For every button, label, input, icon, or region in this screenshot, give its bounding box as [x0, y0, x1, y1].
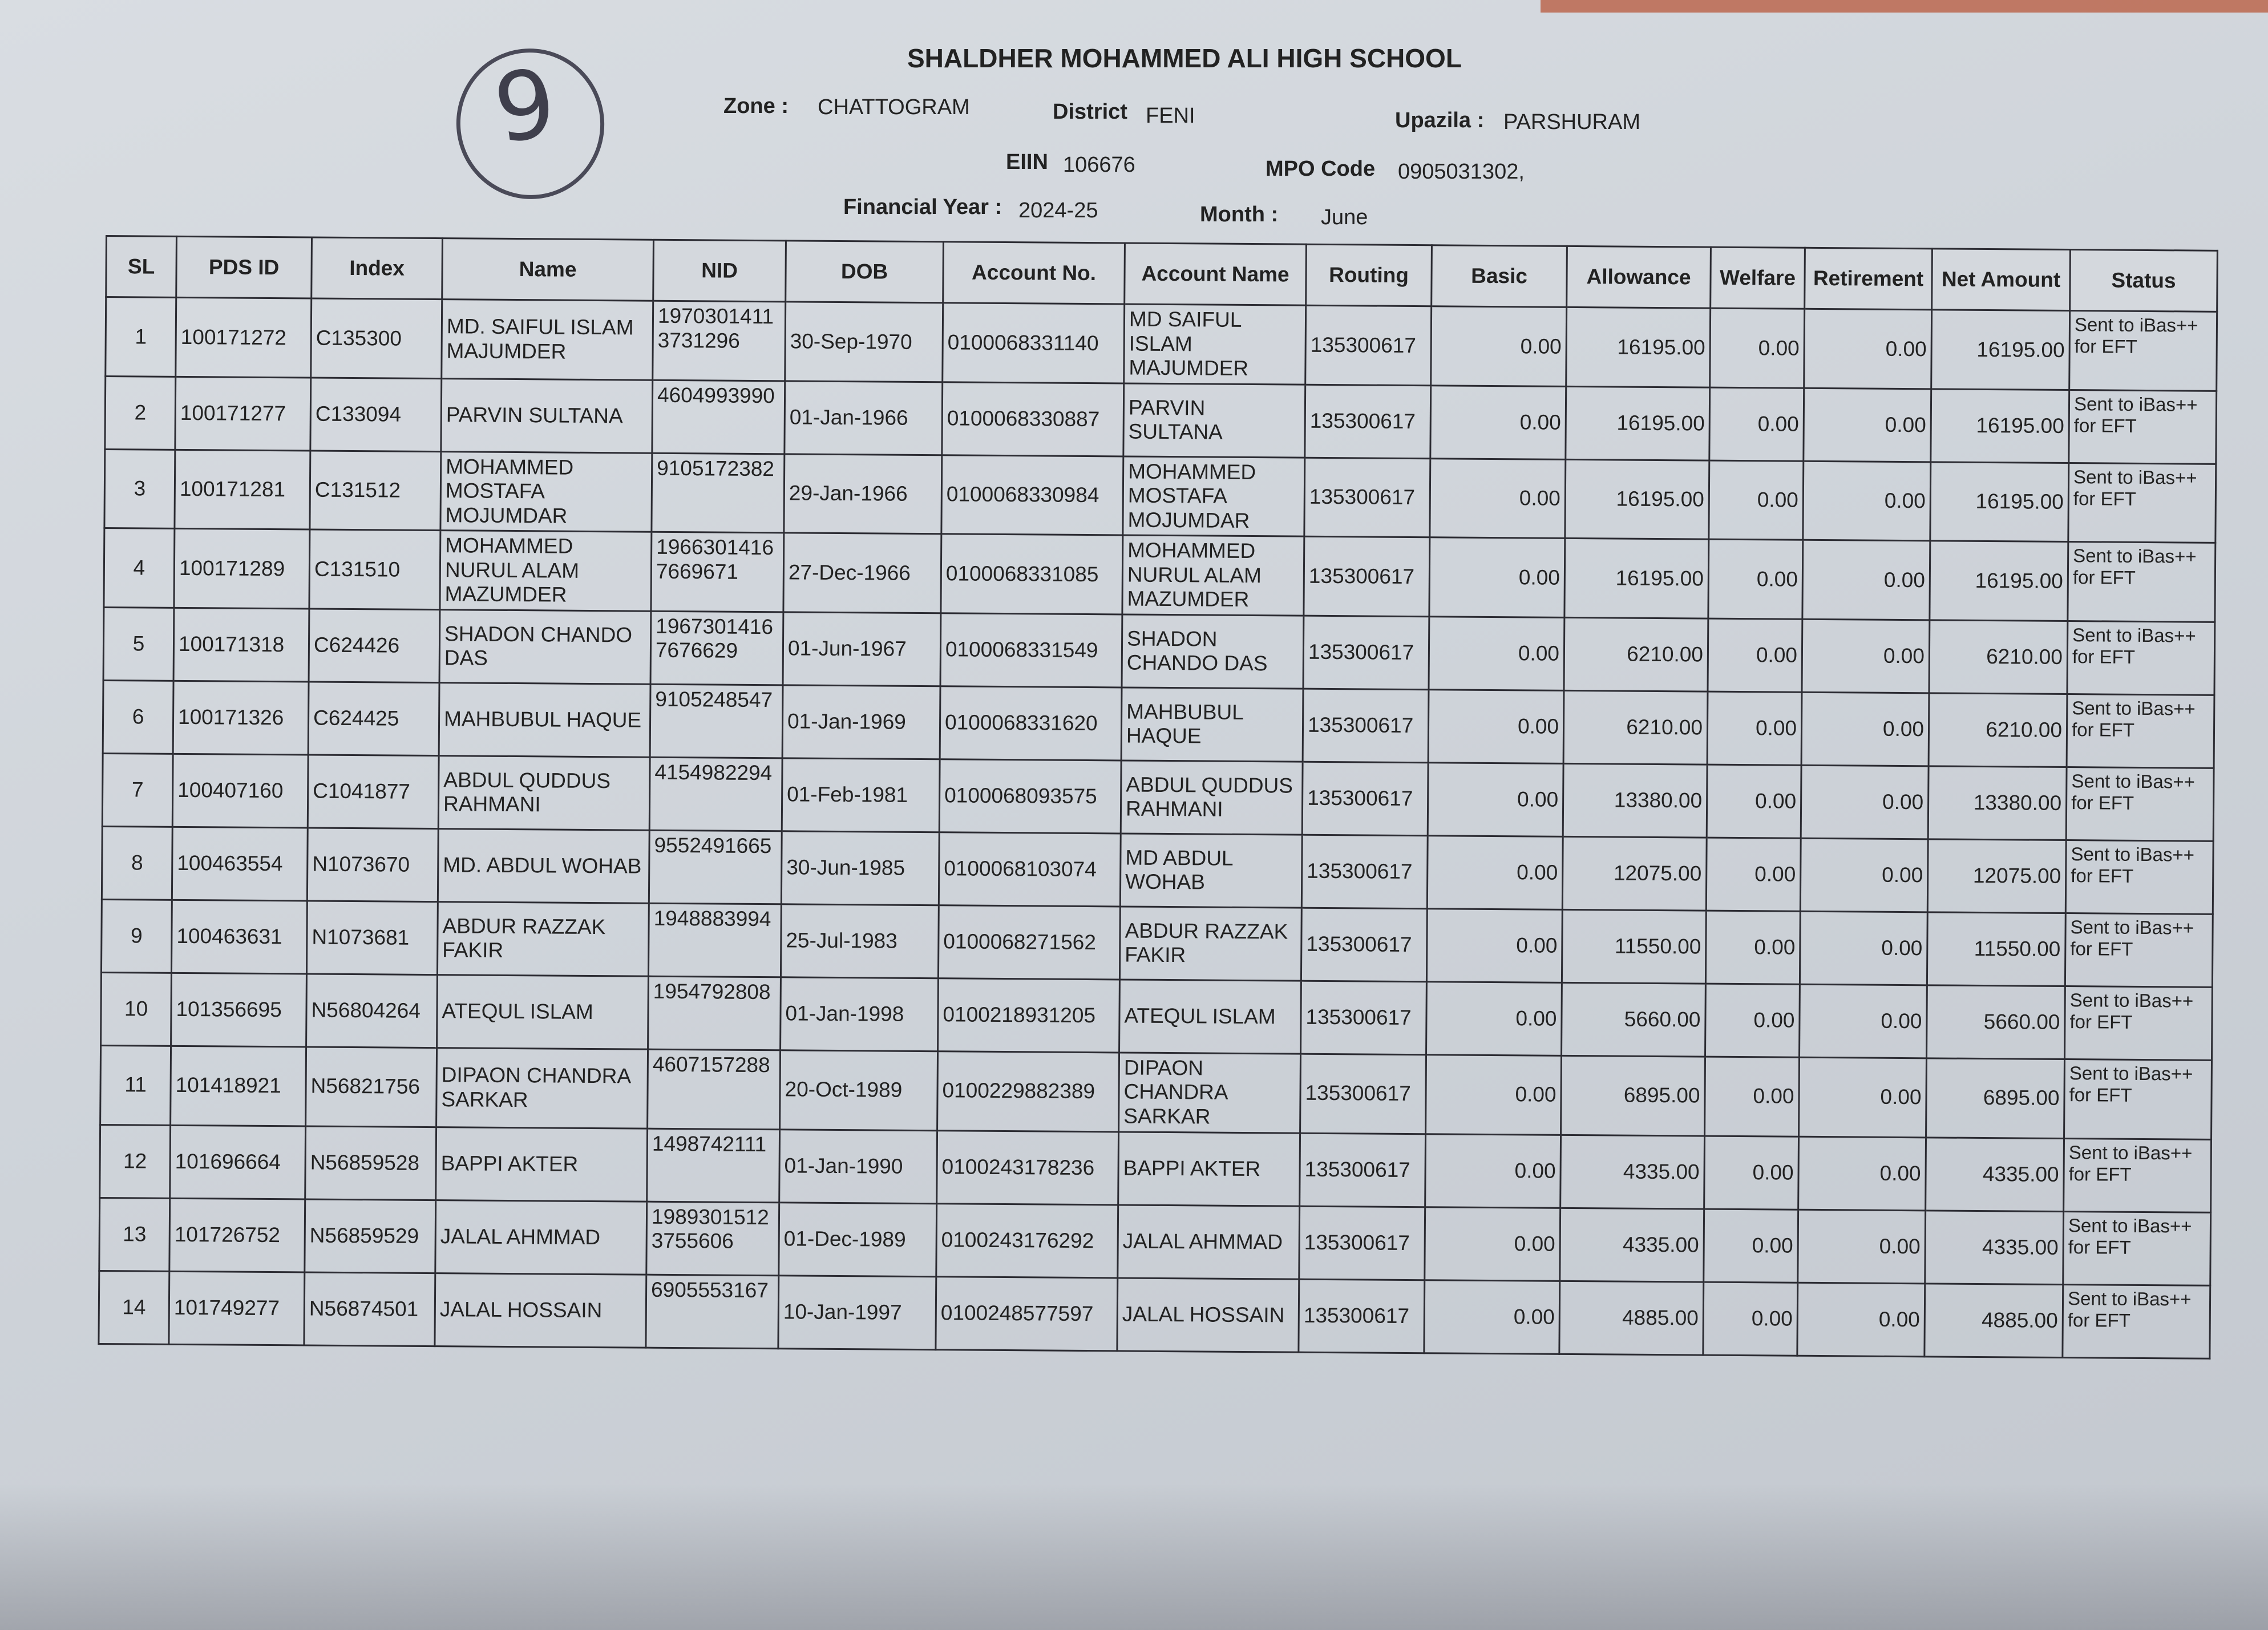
name-cell: JALAL AHMMAD [435, 1200, 647, 1275]
column-header: SL [106, 236, 177, 298]
allowance-cell: 4335.00 [1560, 1208, 1704, 1282]
dob-cell: 25-Jul-1983 [781, 904, 939, 978]
pds-id-cell: 100463554 [172, 827, 308, 901]
retirement-cell: 0.00 [1804, 388, 1931, 462]
basic-cell: 0.00 [1429, 537, 1565, 617]
table-row [101, 972, 2213, 1060]
status-cell: Sent to iBas++ for EFT [2063, 1211, 2211, 1285]
pds-id-cell: 100171272 [176, 297, 312, 377]
account-no-cell: 0100218931205 [938, 978, 1120, 1053]
net-amount-cell: 6210.00 [1929, 693, 2067, 767]
table-row [99, 1198, 2211, 1285]
nid-cell: 4604993990 [652, 380, 785, 454]
status-cell: Sent to iBas++ for EFT [2067, 621, 2215, 695]
routing-cell: 135300617 [1303, 689, 1429, 763]
index-cell: N1073681 [306, 901, 438, 975]
sl-cell: 14 [99, 1271, 169, 1344]
nid-cell: 1967301416 7676629 [650, 611, 783, 685]
account-name-cell: ABDUL QUDDUS RAHMANI [1121, 761, 1303, 835]
sl-cell: 5 [103, 607, 174, 681]
net-amount-cell: 13380.00 [1928, 766, 2067, 840]
retirement-cell: 0.00 [1797, 1283, 1925, 1357]
sl-cell: 12 [100, 1125, 171, 1198]
name-cell: BAPPI AKTER [436, 1127, 648, 1202]
retirement-cell: 0.00 [1800, 838, 1928, 912]
routing-cell: 135300617 [1303, 616, 1429, 690]
welfare-cell: 0.00 [1707, 765, 1801, 838]
welfare-cell: 0.00 [1708, 539, 1803, 619]
name-cell: MOHAMMED NURUL ALAM MAZUMDER [440, 531, 652, 611]
status-cell: Sent to iBas++ for EFT [2067, 694, 2214, 768]
retirement-cell: 0.00 [1800, 984, 1927, 1058]
table-row [104, 449, 2216, 543]
dob-cell: 30-Jun-1985 [781, 831, 939, 905]
allowance-cell: 6210.00 [1563, 690, 1708, 765]
account-name-cell: ATEQUL ISLAM [1119, 980, 1301, 1054]
basic-cell: 0.00 [1425, 1134, 1561, 1208]
pds-id-cell: 100171281 [175, 450, 310, 529]
pds-id-cell: 100171318 [173, 608, 309, 682]
account-name-cell: MAHBUBUL HAQUE [1121, 687, 1303, 762]
retirement-cell: 0.00 [1802, 619, 1930, 693]
index-cell: N56859528 [305, 1126, 436, 1200]
retirement-cell: 0.00 [1800, 911, 1927, 985]
name-cell: MOHAMMED MOSTAFA MOJUMDAR [440, 451, 652, 532]
net-amount-cell: 16195.00 [1931, 389, 2069, 463]
status-cell: Sent to iBas++ for EFT [2065, 913, 2213, 987]
allowance-cell: 16195.00 [1566, 307, 1711, 387]
net-amount-cell: 16195.00 [1930, 462, 2069, 541]
index-cell: N56874501 [304, 1272, 435, 1346]
sl-cell: 11 [100, 1045, 171, 1125]
account-name-cell: SHADON CHANDO DAS [1122, 614, 1304, 689]
account-name-cell: DIPAON CHANDRA SARKAR [1119, 1053, 1301, 1133]
net-amount-cell: 16195.00 [1930, 541, 2068, 621]
basic-cell: 0.00 [1430, 458, 1566, 538]
pds-id-cell: 101726752 [169, 1198, 305, 1272]
district-value: FENI [1146, 104, 1195, 128]
account-no-cell: 0100068331085 [941, 534, 1123, 614]
nid-cell: 9105172382 [652, 453, 785, 533]
pds-id-cell: 100171326 [173, 681, 309, 755]
account-name-cell: MOHAMMED NURUL ALAM MAZUMDER [1122, 535, 1304, 616]
index-cell: N56821756 [306, 1047, 437, 1127]
account-no-cell: 0100229882389 [937, 1051, 1119, 1132]
retirement-cell: 0.00 [1798, 1210, 1926, 1284]
sl-cell: 8 [102, 826, 172, 900]
name-cell: SHADON CHANDO DAS [439, 610, 651, 685]
welfare-cell: 0.00 [1704, 1209, 1798, 1283]
dob-cell: 30-Sep-1970 [785, 302, 943, 382]
retirement-cell: 0.00 [1802, 540, 1930, 620]
basic-cell: 0.00 [1430, 385, 1566, 459]
index-cell: C135300 [311, 298, 442, 378]
sl-cell: 13 [99, 1198, 170, 1271]
month-label: Month : [1200, 203, 1279, 226]
nid-cell: 9552491665 [649, 830, 782, 904]
pds-id-cell: 100407160 [172, 754, 308, 828]
name-cell: PARVIN SULTANA [441, 378, 653, 453]
name-cell: JALAL HOSSAIN [435, 1273, 646, 1348]
pds-id-cell: 101418921 [171, 1046, 306, 1126]
account-no-cell: 0100068331549 [940, 613, 1122, 687]
column-header: Name [442, 238, 654, 301]
column-header: Basic [1432, 245, 1567, 308]
net-amount-cell: 6210.00 [1929, 620, 2068, 694]
account-name-cell: PARVIN SULTANA [1123, 383, 1305, 458]
column-header: PDS ID [176, 236, 312, 298]
dob-cell: 01-Feb-1981 [782, 758, 940, 832]
table-row [103, 680, 2214, 768]
dob-cell: 01-Jan-1969 [782, 685, 940, 759]
account-no-cell: 0100068330887 [942, 382, 1124, 456]
table-row [101, 899, 2213, 987]
account-no-cell: 0100068331620 [940, 686, 1122, 761]
nid-cell: 1948883994 [648, 903, 781, 977]
name-cell: ABDUR RAZZAK FAKIR [437, 902, 649, 977]
pds-id-cell: 101356695 [171, 973, 307, 1047]
allowance-cell: 4335.00 [1560, 1135, 1705, 1209]
column-header: Net Amount [1932, 249, 2071, 311]
status-cell: Sent to iBas++ for EFT [2064, 1138, 2212, 1212]
status-cell: Sent to iBas++ for EFT [2064, 1059, 2212, 1139]
dob-cell: 27-Dec-1966 [783, 533, 941, 613]
status-cell: Sent to iBas++ for EFT [2068, 463, 2216, 543]
allowance-cell: 4885.00 [1559, 1281, 1704, 1355]
status-cell: Sent to iBas++ for EFT [2068, 542, 2216, 622]
status-cell: Sent to iBas++ for EFT [2064, 986, 2212, 1060]
school-title: SHALDHER MOHAMMED ALI HIGH SCHOOL [907, 43, 1462, 73]
routing-cell: 135300617 [1305, 305, 1432, 385]
sl-cell: 3 [104, 449, 175, 528]
pds-id-cell: 100463631 [171, 900, 307, 974]
nid-cell: 1498742111 [647, 1129, 780, 1203]
name-cell: MD. ABDUL WOHAB [438, 829, 649, 904]
net-amount-cell: 4335.00 [1925, 1210, 2064, 1284]
status-cell: Sent to iBas++ for EFT [2065, 840, 2213, 914]
eiin-label: EIIN [1006, 150, 1048, 174]
zone-label: Zone : [723, 94, 789, 118]
nid-cell: 6905553167 [646, 1275, 779, 1349]
account-name-cell: MD ABDUL WOHAB [1120, 834, 1302, 908]
pds-id-cell: 101749277 [169, 1271, 305, 1345]
sl-cell: 9 [101, 899, 172, 973]
account-no-cell: 0100068271562 [938, 905, 1120, 980]
account-no-cell: 0100248577597 [936, 1276, 1118, 1350]
nid-cell: 1966301416 7669671 [651, 532, 784, 612]
account-name-cell: MD SAIFUL ISLAM MAJUMDER [1124, 304, 1306, 385]
welfare-cell: 0.00 [1706, 838, 1801, 911]
retirement-cell: 0.00 [1801, 765, 1929, 839]
pds-id-cell: 100171277 [175, 377, 311, 451]
welfare-cell: 0.00 [1705, 911, 1800, 984]
retirement-cell: 0.00 [1804, 309, 1932, 389]
sl-cell: 2 [105, 376, 176, 450]
index-cell: C1041877 [308, 755, 439, 829]
index-cell: C624425 [308, 682, 439, 756]
allowance-cell: 16195.00 [1564, 539, 1709, 618]
routing-cell: 135300617 [1302, 762, 1428, 836]
routing-cell: 135300617 [1301, 835, 1428, 909]
account-name-cell: MOHAMMED MOSTAFA MOJUMDAR [1123, 456, 1305, 537]
allowance-cell: 5660.00 [1562, 982, 1706, 1057]
table-row [105, 376, 2217, 464]
welfare-cell: 0.00 [1703, 1282, 1798, 1356]
pds-id-cell: 101696664 [170, 1125, 306, 1199]
column-header: Allowance [1567, 246, 1711, 308]
column-header: DOB [786, 241, 944, 303]
handwritten-page-number: 9 [487, 47, 563, 165]
name-cell: DIPAON CHANDRA SARKAR [436, 1048, 648, 1129]
index-cell: N1073670 [307, 828, 438, 902]
allowance-cell: 6210.00 [1564, 617, 1708, 691]
dob-cell: 01-Jun-1967 [783, 612, 941, 686]
status-cell: Sent to iBas++ for EFT [2063, 1284, 2210, 1358]
column-header: NID [653, 240, 786, 302]
table-row [99, 1271, 2210, 1358]
allowance-cell: 16195.00 [1565, 459, 1709, 539]
index-cell: N56804264 [306, 974, 438, 1048]
table-row [102, 753, 2214, 841]
account-name-cell: BAPPI AKTER [1118, 1131, 1300, 1206]
account-no-cell: 0100243176292 [936, 1203, 1118, 1277]
name-cell: ABDUL QUDDUS RAHMANI [438, 756, 650, 831]
nid-cell: 4154982294 [649, 757, 782, 831]
name-cell: ATEQUL ISLAM [437, 975, 649, 1050]
nid-cell: 4607157288 [648, 1049, 781, 1129]
sl-cell: 6 [103, 680, 173, 754]
routing-cell: 135300617 [1305, 385, 1431, 459]
column-header: Status [2070, 250, 2218, 312]
basic-cell: 0.00 [1425, 1207, 1560, 1281]
allowance-cell: 16195.00 [1566, 386, 1710, 460]
financial-year-label: Financial Year : [843, 195, 1002, 219]
table-row [103, 607, 2215, 695]
month-value: June [1321, 205, 1368, 229]
routing-cell: 135300617 [1299, 1279, 1425, 1353]
basic-cell: 0.00 [1426, 1055, 1562, 1135]
photo-shadow [0, 1483, 2268, 1630]
allowance-cell: 11550.00 [1562, 909, 1706, 984]
account-name-cell: ABDUR RAZZAK FAKIR [1119, 907, 1301, 981]
status-cell: Sent to iBas++ for EFT [2069, 311, 2217, 391]
name-cell: MD. SAIFUL ISLAM MAJUMDER [442, 300, 653, 380]
account-name-cell: JALAL HOSSAIN [1117, 1277, 1299, 1352]
routing-cell: 135300617 [1301, 981, 1427, 1055]
table-row [104, 528, 2216, 622]
column-header: Index [312, 237, 443, 300]
welfare-cell: 0.00 [1707, 691, 1802, 765]
allowance-cell: 12075.00 [1562, 836, 1707, 911]
top-edge-strip [1541, 0, 2268, 13]
mpo-value: 0905031302, [1398, 160, 1525, 184]
index-cell: C131510 [309, 529, 440, 609]
column-header: Welfare [1711, 247, 1805, 309]
net-amount-cell: 4885.00 [1925, 1283, 2063, 1357]
column-header: Routing [1306, 244, 1432, 306]
nid-cell: 1989301512 3755606 [646, 1202, 779, 1276]
net-amount-cell: 11550.00 [1927, 912, 2065, 986]
column-header: Account Name [1125, 243, 1307, 305]
dob-cell: 20-Oct-1989 [780, 1050, 938, 1131]
status-cell: Sent to iBas++ for EFT [2066, 767, 2214, 841]
nid-cell: 1970301411 3731296 [653, 301, 786, 381]
account-no-cell: 0100068331140 [943, 303, 1125, 383]
nid-cell: 1954792808 [648, 976, 781, 1050]
mpo-label: MPO Code [1266, 157, 1376, 181]
allowance-cell: 13380.00 [1563, 763, 1707, 838]
index-cell: C133094 [310, 378, 442, 452]
routing-cell: 135300617 [1300, 1054, 1426, 1134]
column-header: Account No. [943, 242, 1125, 304]
sl-cell: 7 [102, 753, 173, 827]
basic-cell: 0.00 [1424, 1280, 1560, 1354]
routing-cell: 135300617 [1300, 1133, 1426, 1207]
net-amount-cell: 16195.00 [1931, 310, 2070, 390]
name-cell: MAHBUBUL HAQUE [439, 683, 650, 758]
dob-cell: 29-Jan-1966 [784, 454, 942, 534]
welfare-cell: 0.00 [1709, 387, 1804, 461]
retirement-cell: 0.00 [1801, 692, 1929, 766]
financial-year-value: 2024-25 [1018, 199, 1098, 223]
basic-cell: 0.00 [1431, 306, 1567, 386]
net-amount-cell: 6895.00 [1926, 1058, 2065, 1138]
table-row [106, 297, 2217, 391]
routing-cell: 135300617 [1301, 908, 1427, 982]
welfare-cell: 0.00 [1709, 460, 1804, 540]
sl-cell: 10 [101, 972, 172, 1046]
table-body [99, 297, 2217, 1358]
welfare-cell: 0.00 [1705, 1057, 1800, 1136]
retirement-cell: 0.00 [1803, 461, 1931, 541]
retirement-cell: 0.00 [1799, 1057, 1927, 1137]
net-amount-cell: 5660.00 [1927, 985, 2065, 1059]
district-label: District [1053, 100, 1127, 124]
index-cell: C624426 [309, 609, 440, 683]
routing-cell: 135300617 [1304, 458, 1430, 537]
index-cell: N56859529 [305, 1199, 436, 1273]
basic-cell: 0.00 [1426, 909, 1562, 983]
net-amount-cell: 4335.00 [1926, 1137, 2064, 1211]
eiin-value: 106676 [1063, 153, 1135, 177]
account-no-cell: 0100243178236 [937, 1130, 1119, 1204]
account-no-cell: 0100068330984 [941, 455, 1123, 535]
dob-cell: 10-Jan-1997 [778, 1275, 936, 1349]
column-header: Retirement [1805, 248, 1933, 310]
welfare-cell: 0.00 [1705, 984, 1800, 1057]
upazila-label: Upazila : [1395, 108, 1485, 132]
pds-id-cell: 100171289 [174, 529, 310, 609]
dob-cell: 01-Jan-1990 [779, 1129, 937, 1203]
basic-cell: 0.00 [1426, 982, 1562, 1056]
upazila-value: PARSHURAM [1503, 110, 1640, 134]
status-cell: Sent to iBas++ for EFT [2069, 390, 2217, 464]
retirement-cell: 0.00 [1798, 1136, 1926, 1211]
table-row [102, 826, 2213, 914]
dob-cell: 01-Jan-1998 [781, 977, 939, 1051]
table-row [100, 1045, 2212, 1139]
account-no-cell: 0100068093575 [939, 759, 1121, 834]
dob-cell: 01-Jan-1966 [785, 381, 943, 455]
salary-table [98, 235, 2218, 1359]
basic-cell: 0.00 [1428, 763, 1563, 837]
welfare-cell: 0.00 [1710, 308, 1805, 388]
account-no-cell: 0100068103074 [939, 832, 1121, 907]
zone-value: CHATTOGRAM [818, 95, 970, 119]
routing-cell: 135300617 [1304, 536, 1430, 616]
dob-cell: 01-Dec-1989 [779, 1202, 937, 1276]
basic-cell: 0.00 [1427, 836, 1563, 910]
nid-cell: 9105248547 [650, 684, 783, 758]
routing-cell: 135300617 [1299, 1206, 1425, 1280]
basic-cell: 0.00 [1429, 617, 1564, 691]
welfare-cell: 0.00 [1708, 618, 1802, 692]
net-amount-cell: 12075.00 [1927, 839, 2066, 913]
basic-cell: 0.00 [1428, 690, 1564, 764]
index-cell: C131512 [310, 451, 441, 531]
sl-cell: 1 [106, 297, 176, 377]
welfare-cell: 0.00 [1704, 1136, 1799, 1210]
account-name-cell: JALAL AHMMAD [1118, 1204, 1300, 1279]
allowance-cell: 6895.00 [1561, 1055, 1705, 1135]
salary-table-wrapper [98, 235, 2216, 1359]
sl-cell: 4 [104, 528, 175, 608]
table-row [100, 1125, 2212, 1212]
